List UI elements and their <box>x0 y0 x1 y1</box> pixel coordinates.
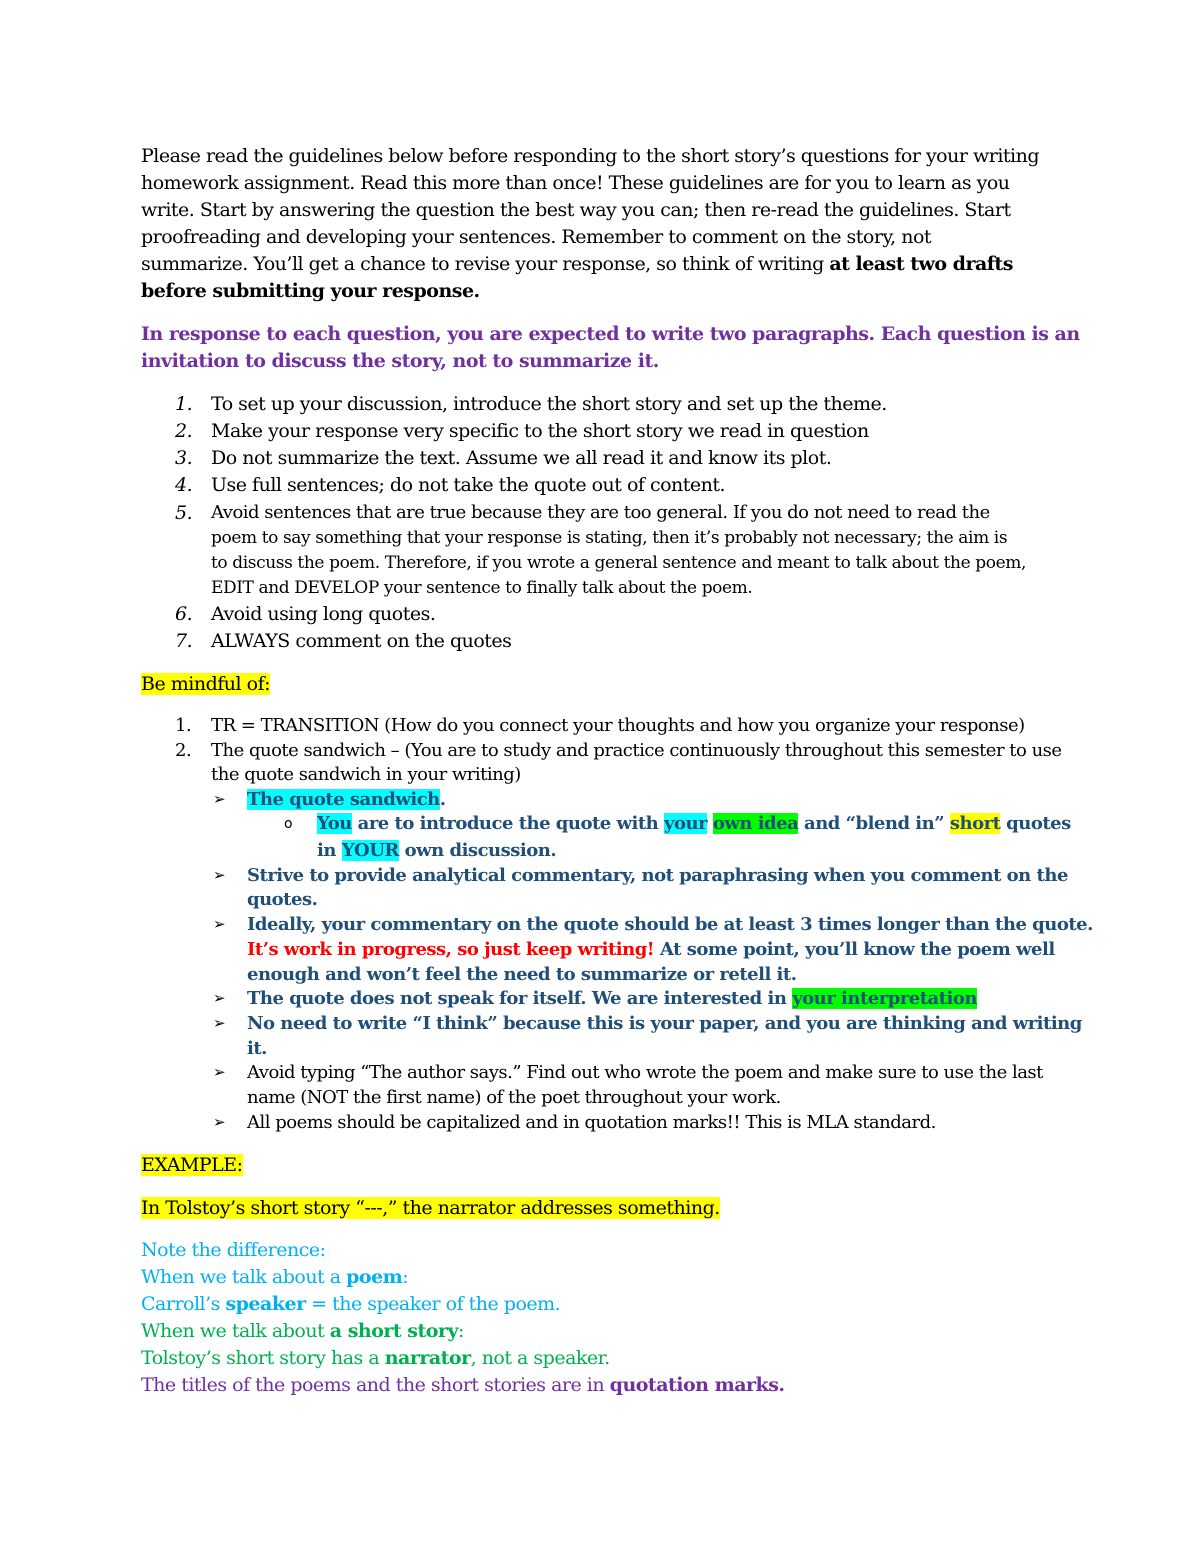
list-number: 1. <box>175 715 192 736</box>
difference-line: Note the difference: <box>141 1239 326 1261</box>
difference-line: When we talk about a poem: <box>141 1266 409 1288</box>
circle-bullet-icon: o <box>284 816 293 832</box>
difference-line: The titles of the poems and the short stories are in quotation marks. <box>141 1374 785 1396</box>
bullet-item: The quote does not speak for itself. We are interested in your interpretation <box>247 988 977 1009</box>
bullet-item: The quote sandwich. <box>247 789 446 810</box>
intro-line: homework assignment. Read this more than once! These guidelines are for you to learn as you <box>141 172 1010 194</box>
arrow-bullet-icon: ➢ <box>213 1063 226 1081</box>
arrow-bullet-icon: ➢ <box>213 1014 226 1032</box>
arrow-bullet-icon: ➢ <box>213 915 226 933</box>
list-item-cont: poem to say something that your response is stating, then it’s probably not necessary; the aim is <box>211 528 1008 548</box>
bullet-item: All poems should be capitalized and in quotation marks!! This is MLA standard. <box>247 1112 936 1133</box>
bullet-item: No need to write “I think” because this is your paper, and you are thinking and writing <box>247 1013 1082 1034</box>
expectation-line: In response to each question, you are expected to write two paragraphs. Each question is an <box>141 323 1080 345</box>
bullet-item-cont: It’s work in progress, so just keep writing! At some point, you’ll know the poem well <box>247 939 1055 960</box>
bullet-item-cont: enough and won’t feel the need to summarize or retell it. <box>247 964 797 985</box>
list-item: To set up your discussion, introduce the short story and set up the theme. <box>211 393 887 415</box>
arrow-bullet-icon: ➢ <box>213 790 226 808</box>
list-number: 4. <box>175 474 193 496</box>
arrow-bullet-icon: ➢ <box>213 866 226 884</box>
arrow-bullet-icon: ➢ <box>213 1113 226 1131</box>
mindful-heading: Be mindful of: <box>141 673 270 695</box>
arrow-bullet-icon: ➢ <box>213 989 226 1007</box>
intro-line: proofreading and developing your sentences. Remember to comment on the story, not <box>141 226 932 248</box>
bullet-item-cont: it. <box>247 1038 267 1059</box>
difference-line: Carroll’s speaker = the speaker of the poem. <box>141 1293 561 1315</box>
intro-text: summarize. You’ll get a chance to revise your response, so think of writing <box>141 253 830 275</box>
list-item-cont: to discuss the poem. Therefore, if you wrote a general sentence and meant to talk about the poem, <box>211 553 1026 573</box>
list-item: Do not summarize the text. Assume we all read it and know its plot. <box>211 447 832 469</box>
list-item: TR = TRANSITION (How do you connect your thoughts and how you organize your response) <box>211 715 1025 736</box>
list-item-cont: the quote sandwich in your writing) <box>211 764 521 785</box>
intro-line <box>141 253 1013 275</box>
bullet-item: Strive to provide analytical commentary, not paraphrasing when you comment on the <box>247 865 1068 886</box>
intro-line: Please read the guidelines below before responding to the short story’s questions for your writing <box>141 145 1040 167</box>
list-number: 7. <box>175 630 193 652</box>
list-number: 2. <box>175 740 192 761</box>
bullet-item-cont: name (NOT the first name) of the poet throughout your work. <box>247 1087 781 1108</box>
list-number: 1. <box>175 393 193 415</box>
example-heading: EXAMPLE: <box>141 1154 243 1176</box>
intro-bold-text: at least two drafts <box>829 253 1013 275</box>
list-number: 6. <box>175 603 193 625</box>
expectation-line: invitation to discuss the story, not to summarize it. <box>141 350 659 372</box>
difference-line: When we talk about a short story: <box>141 1320 464 1342</box>
list-item: Avoid using long quotes. <box>211 603 436 625</box>
difference-line: Tolstoy’s short story has a narrator, not a speaker. <box>141 1347 610 1369</box>
sub-bullet-item: You are to introduce the quote with your own idea and “blend in” short quotes <box>317 813 1071 834</box>
list-item: ALWAYS comment on the quotes <box>211 630 512 652</box>
bullet-item: Ideally, your commentary on the quote should be at least 3 times longer than the quote. <box>247 914 1093 935</box>
list-item: The quote sandwich – (You are to study and practice continuously throughout this semester to use <box>211 740 1062 761</box>
list-number: 2. <box>175 420 193 442</box>
list-item: Avoid sentences that are true because they are too general. If you do not need to read the <box>211 502 990 523</box>
intro-line: write. Start by answering the question the best way you can; then re-read the guidelines. Start <box>141 199 1011 221</box>
example-sentence: In Tolstoy’s short story “---,” the narrator addresses something. <box>141 1197 720 1219</box>
list-number: 5. <box>175 502 193 524</box>
bullet-item-cont: quotes. <box>247 889 318 910</box>
list-number: 3. <box>175 447 193 469</box>
sub-bullet-cont: in YOUR own discussion. <box>317 840 557 861</box>
bullet-item: Avoid typing “The author says.” Find out who wrote the poem and make sure to use the last <box>247 1062 1043 1083</box>
list-item-cont: EDIT and DEVELOP your sentence to finally talk about the poem. <box>211 578 753 598</box>
list-item: Make your response very specific to the short story we read in question <box>211 420 869 442</box>
intro-bold-line: before submitting your response. <box>141 280 480 302</box>
list-item: Use full sentences; do not take the quote out of content. <box>211 474 726 496</box>
